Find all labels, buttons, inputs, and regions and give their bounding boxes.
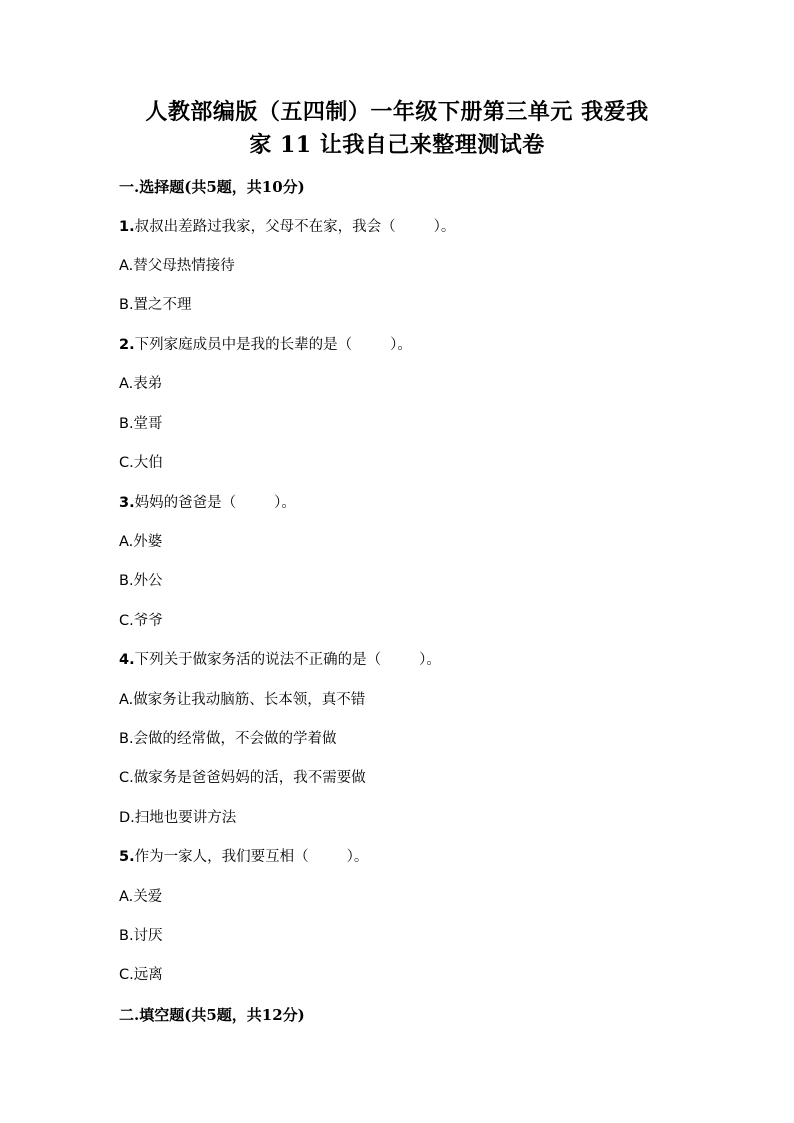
question-5 [119, 847, 368, 867]
question-2-option-a: A.表弟 [119, 376, 163, 392]
question-5-option-b: B.讨厌 [119, 928, 163, 944]
question-4-option-a: A.做家务让我动脑筋、长本领，真不错 [119, 692, 366, 708]
question-number: 4. [119, 652, 135, 668]
exam-title-line-1: 人教部编版（五四制）一年级下册第三单元 我爱我 [145, 99, 649, 125]
question-3-option-a: A.外婆 [119, 534, 163, 550]
question-stem-end: ）。 [346, 849, 369, 865]
question-number: 5. [119, 849, 135, 865]
question-3 [119, 493, 296, 513]
question-3-option-b: B.外公 [119, 573, 163, 589]
question-stem-end: ）。 [433, 219, 456, 235]
question-2-option-c: C.大伯 [119, 455, 163, 471]
question-2 [119, 335, 412, 355]
question-stem-end: ）。 [419, 652, 441, 668]
question-stem-end: ）。 [274, 495, 296, 511]
question-4 [119, 650, 441, 670]
question-1-option-a: A.替父母热情接待 [119, 258, 235, 274]
question-4-option-d: D.扫地也要讲方法 [119, 810, 237, 826]
exam-title-line-2: 家 11 让我自己来整理测试卷 [249, 132, 545, 158]
question-stem: 下列关于做家务活的说法不正确的是（ [134, 652, 382, 668]
section-heading-fill-in: 二.填空题(共5题，共12分) [119, 1006, 305, 1024]
question-stem-end: ）。 [390, 337, 412, 353]
question-4-option-b: B.会做的经常做，不会做的学着做 [119, 731, 337, 747]
question-4-option-c: C.做家务是爸爸妈妈的活，我不需要做 [119, 770, 366, 786]
question-5-option-c: C.远离 [119, 967, 163, 983]
question-2-option-b: B.堂哥 [119, 416, 163, 432]
question-number: 1. [119, 219, 135, 235]
question-3-option-c: C.爷爷 [119, 613, 163, 629]
question-number: 3. [119, 495, 135, 511]
question-1-option-b: B.置之不理 [119, 297, 192, 313]
question-1 [119, 217, 455, 237]
question-stem: 作为一家人，我们要互相（ [134, 849, 309, 865]
question-stem: 叔叔出差路过我家，父母不在家，我会（ [134, 219, 396, 235]
section-heading-multiple-choice: 一.选择题(共5题，共10分) [119, 178, 305, 196]
question-stem: 妈妈的爸爸是（ [134, 495, 237, 511]
question-stem: 下列家庭成员中是我的长辈的是（ [134, 337, 353, 353]
question-number: 2. [119, 337, 135, 353]
question-5-option-a: A.关爱 [119, 889, 163, 905]
